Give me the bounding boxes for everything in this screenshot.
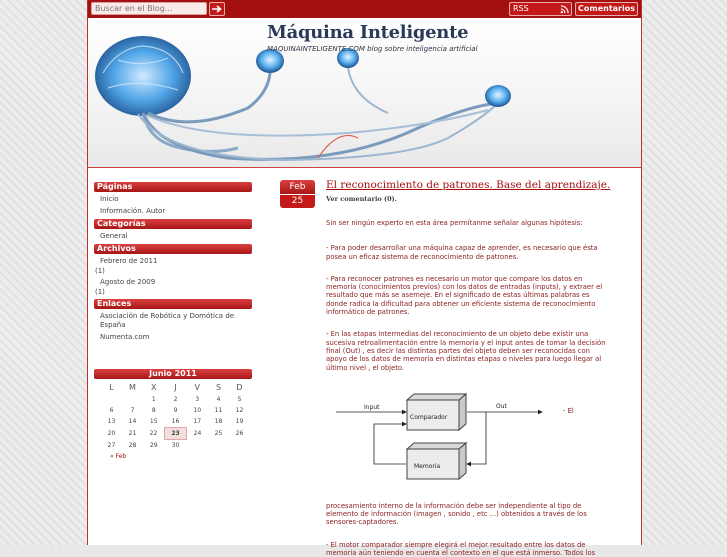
diagram-memory-label: Memoria [414, 462, 441, 470]
top-bar [88, 0, 641, 18]
calendar-day: 17 [193, 418, 202, 426]
calendar-grid [101, 381, 250, 451]
calendar-day: 28 [128, 441, 137, 449]
post-inline-text: - El [563, 406, 574, 415]
post-paragraph: procesamiento interno de la información debe ser independiente al tipo de elemento de información (imagen , sonido , etc ...) obtenidos a través de los sensores-captadores. [326, 501, 587, 527]
diagram-input-label: Input [364, 403, 380, 411]
calendar-day: 3 [195, 396, 200, 403]
post-paragraph: - En las etapas intermedias del reconocimiento de un objeto debe existir una sucesiva retroalimentación entre la memoria y el input antes de tomar la decisión final (Out) , es decir las distintas partes del objeto deben ser reconocidas con apoyo de los datos de memoria en distintas etapas o niveles para luego llegar al último nivel , el objeto. [326, 330, 606, 372]
calendar-dow: D [236, 383, 243, 392]
site-header [88, 18, 641, 168]
sidebar [94, 182, 252, 345]
pattern-diagram [326, 384, 608, 480]
sidebar-heading-archives: Archivos [94, 244, 252, 254]
calendar-title: Junio 2011 [94, 369, 252, 379]
calendar-day: 27 [107, 441, 116, 449]
post [326, 179, 611, 557]
post-body [326, 219, 608, 557]
calendar-day: 4 [216, 396, 221, 403]
post-paragraph: - Para reconocer patrones es necesario un motor que compare los datos en memoria (conocimientos previos) con los datos de entradas (inputs), y extraer el resultado que más se asemeje. En el significado de estas últimas palabras es donde radica la dificultad para obtener un eficiente sistema de reconocimiento informático de patrones. [326, 274, 603, 317]
calendar-day [101, 394, 122, 405]
sidebar-link-numenta[interactable]: Numenta.com [100, 333, 150, 341]
site-tagline: MAQUINAINTELIGENTE.COM blog sobre inteligencia artificial [267, 45, 478, 53]
calendar-day: 29 [149, 441, 158, 449]
calendar-day: 18 [214, 418, 223, 426]
archive-count: (1) [95, 267, 105, 275]
calendar-day: 13 [107, 418, 116, 426]
calendar-day: 22 [149, 430, 158, 437]
calendar-day: 6 [109, 407, 114, 414]
post-comments-link[interactable]: Ver comentario (0). [326, 195, 397, 203]
calendar-day: 7 [130, 407, 135, 414]
calendar-day: 12 [235, 407, 244, 414]
diagram-out-label: Out [496, 402, 507, 410]
calendar-day: 11 [214, 407, 223, 414]
arrow-right-icon [210, 3, 224, 15]
site-title[interactable]: Máquina Inteligente [267, 22, 469, 43]
calendar-day: 1 [151, 396, 156, 403]
post-date-month: Feb [280, 180, 315, 194]
post-paragraph: Sin ser ningún experto en esta área permítanme señalar algunas hipótesis: [326, 219, 583, 227]
calendar-day: 25 [214, 430, 223, 437]
calendar-dow: V [194, 383, 200, 392]
sidebar-item-autor[interactable]: Información. Autor [100, 207, 166, 215]
search-input[interactable] [91, 2, 207, 15]
sidebar-item-aug-2009[interactable]: Agosto de 2009 [100, 278, 156, 286]
calendar-day: 20 [107, 430, 116, 437]
calendar-day [229, 440, 250, 452]
calendar-day: 19 [235, 418, 244, 426]
post-paragraph: - El motor comparador siempre elegirá el mejor resultado entre los datos de memoria aún teniendo en cuenta el contexto en el que está inmerso. Todos los [326, 540, 596, 557]
calendar-dow: J [174, 383, 177, 392]
sidebar-heading-pages: Páginas [94, 182, 252, 192]
calendar-day: 26 [235, 430, 244, 437]
calendar-day: 9 [173, 407, 178, 414]
post-date-day: 25 [280, 194, 315, 208]
calendar-day [122, 394, 143, 405]
calendar-dow: L [109, 383, 114, 392]
calendar-day: 24 [193, 430, 202, 437]
calendar-dow: X [151, 383, 157, 392]
diagram-comparator-label: Comparador [410, 413, 448, 421]
sidebar-item-general[interactable]: General [100, 232, 128, 240]
calendar-dow: S [215, 383, 222, 392]
calendar-day [208, 440, 229, 452]
page-container [87, 0, 642, 557]
rss-button[interactable] [509, 2, 572, 16]
calendar-day: 21 [128, 430, 137, 437]
sidebar-item-inicio[interactable]: Inicio [100, 195, 119, 203]
sidebar-heading-links: Enlaces [94, 299, 252, 309]
diagram-figure [326, 384, 566, 480]
sidebar-heading-categories: Categorías [94, 219, 252, 229]
sidebar-item-feb-2011[interactable]: Febrero de 2011 [100, 257, 158, 265]
post-paragraph: - Para poder desarrollar una máquina capaz de aprender, es necesario que ésta posea un eficaz sistema de reconocimiento de patrones. [326, 244, 598, 261]
calendar-day: 8 [151, 407, 156, 414]
calendar-day: 2 [173, 396, 178, 403]
search-button[interactable] [209, 2, 225, 16]
calendar-dow: M [129, 383, 136, 392]
calendar-day: 5 [237, 396, 242, 403]
post-title-link[interactable]: El reconocimiento de patrones. Base del aprendizaje. [326, 179, 611, 191]
calendar-day: 14 [128, 418, 137, 426]
rss-label: RSS [513, 4, 529, 13]
comments-button[interactable]: Comentarios [575, 2, 638, 16]
archive-count: (1) [95, 288, 105, 296]
rss-icon [560, 5, 569, 14]
calendar-day [187, 440, 209, 452]
post-date-badge [280, 180, 315, 208]
sidebar-link-robotica[interactable]: Asociación de Robótica y Domótica de España [100, 312, 235, 329]
calendar-day: 30 [171, 442, 180, 449]
calendar-day-today: 23 [165, 428, 187, 440]
calendar-day: 16 [171, 418, 180, 425]
calendar-day: 15 [149, 418, 158, 426]
calendar-prev-link[interactable]: « Feb [110, 453, 127, 460]
calendar [94, 369, 252, 460]
calendar-day: 10 [193, 407, 202, 414]
